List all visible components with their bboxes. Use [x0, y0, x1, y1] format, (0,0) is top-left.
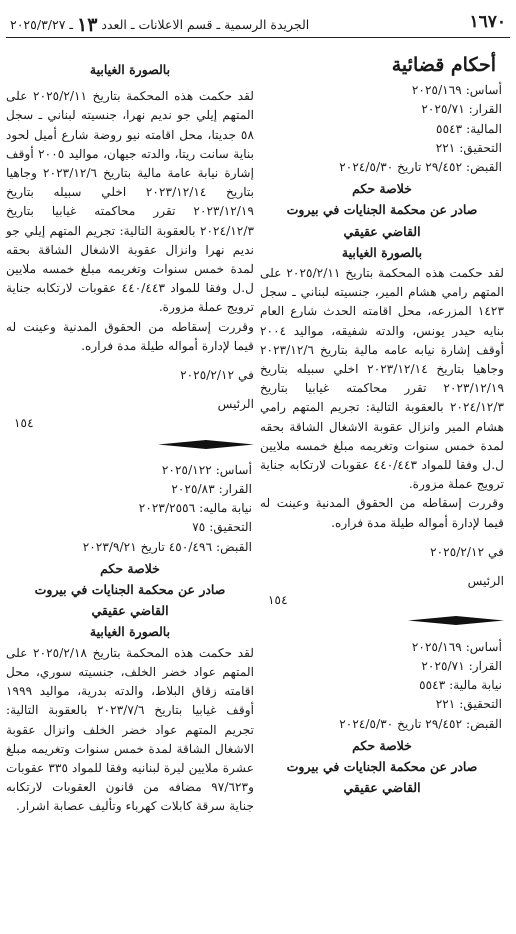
court-heading-left: صادر عن محكمة الجنايات في بيروت	[34, 582, 226, 598]
meta-tahqiq: التحقيق: ٢٢١	[435, 140, 502, 155]
ruling-paragraph: لقد حكمت هذه المحكمة بتاريخ ٢٠٢٥/٢/١١ على المتهم رامي هشام المير، جنسيته لبناني ـ سجل ١٤٢٣ المزرعه، محل اقامته الحدث شارع العام بنايه حيدر يونس، والدته شفيقه، مواليد ٢٠٠٤ أوقف إشارة نيابه عامه مالية بتاريخ ٢٠٢٣/١٢/٦ وجاهيا بتاريخ ٢٠٢٣/١٢/١٤ اخلي سبيله بتاريخ ٢٠٢٣/١٢/١٩ تقرر محاكمته غيابيا بتاريخ ٢٠٢٤/١٢/٣ بالعقوبة التالية: تجريم المتهم رامي هشام المير وانزال عقوبة الاشغال الشاقة بحقه لمدة خمس سنوات وتغريمه مبلغ خمسه ملايين ل.ل وفقا للمواد ٤٤٠/٤٤٣ عقوبات لارتكابه جناية ترويج عملة مزورة.	[260, 266, 505, 492]
summary-heading-2: خلاصة حكم	[352, 737, 412, 753]
meta-niyaba-left: نيابة ماليه: ٢٠٢٣/٢٥٥٦	[138, 501, 252, 516]
meta-asas-2: أساس: ٢٠٢٥/١٦٩	[411, 639, 502, 654]
right-column	[260, 48, 504, 799]
notice-number: ١٥٤	[268, 593, 288, 608]
page-number: ١٦٧٠	[469, 12, 506, 32]
meta-qabd-2: القبض: ٢٩/٤٥٢ تاريخ ٢٠٢٤/٥/٣٠	[339, 716, 502, 731]
divider-ornament-left	[158, 440, 254, 449]
meta-qarar-left: القرار: ٢٠٢٥/٨٣	[171, 482, 252, 497]
meta-tahqiq-left: التحقيق: ٧٥	[192, 520, 252, 535]
summary-heading: خلاصة حكم	[352, 181, 412, 197]
president-label: الرئيس	[467, 574, 504, 589]
meta-niyaba-2: نيابة مالية: ٥٥٤٣	[419, 678, 502, 693]
page-header	[6, 8, 510, 38]
judge-heading: القاضي عقيقي	[343, 223, 421, 239]
running-title	[10, 14, 309, 36]
divider-ornament	[408, 616, 504, 625]
confiscation-paragraph-left: وقررت إسقاطه من الحقوق المدنية وعينت له قيما لإدارة أمواله طيلة مدة فراره.	[6, 319, 254, 353]
ruling-paragraph-left-2: لقد حكمت هذه المحكمة بتاريخ ٢٠٢٥/٢/١٨ على المتهم عواد خضر الخلف، جنسيته سوري، محل اقامته زقاق البلاط، والدته بدرية، مواليد ١٩٩٩ أوقف غيابيا بتاريخ ٢٠٢٣/٧/٦ بالعقوبة التالية: تجريم المتهم عواد خضر الخلف وانزال عقوبة الاشغال الشاقة لمدة خمس سنوات وتغريمه مبلغ عشرة ملايين ليرة لبنانيه وفقا للمواد ٣٣٥ عقوبات و٩٧/٦٢٣ مضافه من قانون العقوبات لارتكابه جناية سرقة كابلات كهرباء وتأليف عصابة اشرار.	[6, 645, 255, 814]
meta-tahqiq-2: التحقيق: ٢٢١	[435, 697, 502, 712]
notice-number-left: ١٥٤	[14, 416, 34, 431]
meta-qabd-left: القبض: ٤٥٠/٤٩٦ تاريخ ٢٠٢٣/٩/٢١	[82, 539, 252, 554]
meta-qabd: القبض: ٢٩/٤٥٢ تاريخ ٢٠٢٤/٥/٣٠	[339, 160, 502, 175]
summary-heading-left: خلاصة حكم	[100, 560, 160, 576]
absentia-heading: بالصورة الغيابية	[341, 244, 423, 260]
issue-number: ١٣	[77, 14, 98, 36]
president-label-left: الرئيس	[217, 397, 254, 412]
running-title-text: الجريدة الرسمية ـ قسم الاعلانات ـ العدد	[97, 17, 310, 32]
meta-qarar: القرار: ٢٠٢٥/٧١	[421, 102, 502, 117]
confiscation-paragraph: وقررت إسقاطه من الحقوق المدنية وعينت له قيما لإدارة أمواله طيلة مدة فراره.	[260, 496, 504, 530]
meta-maliya: المالية: ٥٥٤٣	[436, 121, 502, 136]
meta-asas: أساس: ٢٠٢٥/١٦٩	[411, 83, 502, 98]
court-heading-2: صادر عن محكمة الجنايات في بيروت	[286, 758, 478, 774]
judge-heading-left: القاضي عقيقي	[91, 603, 169, 619]
absentia-heading-left: بالصورة الغيابية	[89, 624, 171, 640]
issue-date: ـ ٢٠٢٥/٣/٢٧	[10, 17, 78, 32]
date-line-left: في ٢٠٢٥/٢/١٢	[180, 368, 254, 383]
judge-heading-2: القاضي عقيقي	[343, 780, 421, 796]
meta-qarar-2: القرار: ٢٠٢٥/٧١	[421, 658, 502, 673]
date-line: في ٢٠٢٥/٢/١٢	[430, 544, 504, 559]
header-rule	[6, 37, 510, 38]
section-title: أحكام قضائية	[391, 54, 496, 76]
ruling-paragraph-left: لقد حكمت هذه المحكمة بتاريخ ٢٠٢٥/٢/١١ على المتهم إيلي جو نديم نهرا، جنسيته لبناني ـ سجل ٥٨ جديتا، محل اقامته نيو روضة شارع أميل لحود بناية سانت ريتا، والدته جيهان، مواليد ٢٠٠٥ أوقف إشارة نيابة عامة مالية بتاريخ ٢٠٢٣/١٢/٦ وجاهيا بتاريخ ٢٠٢٣/١٢/١٤ اخلي سبيله بتاريخ ٢٠٢٣/١٢/١٩ تقرر محاكمته غيابيا بتاريخ ٢٠٢٤/١٢/٣ بالعقوبة التالية: تجريم المتهم إيلي جو نديم نهرا وانزال عقوبة الاشغال الشاقة بحقه لمدة خمس سنوات وتغريمه مبلغ خمسه ملايين ل.ل وفقا للمواد ٤٤٠/٤٤٣ عقوبات لارتكابه جناية ترويج عملة مزورة.	[6, 89, 255, 315]
meta-asas-left: أساس: ٢٠٢٥/١٢٢	[161, 462, 252, 477]
court-heading: صادر عن محكمة الجنايات في بيروت	[286, 202, 478, 218]
absentia-heading-top: بالصورة الغيابية	[89, 62, 171, 77]
left-column	[6, 48, 254, 817]
